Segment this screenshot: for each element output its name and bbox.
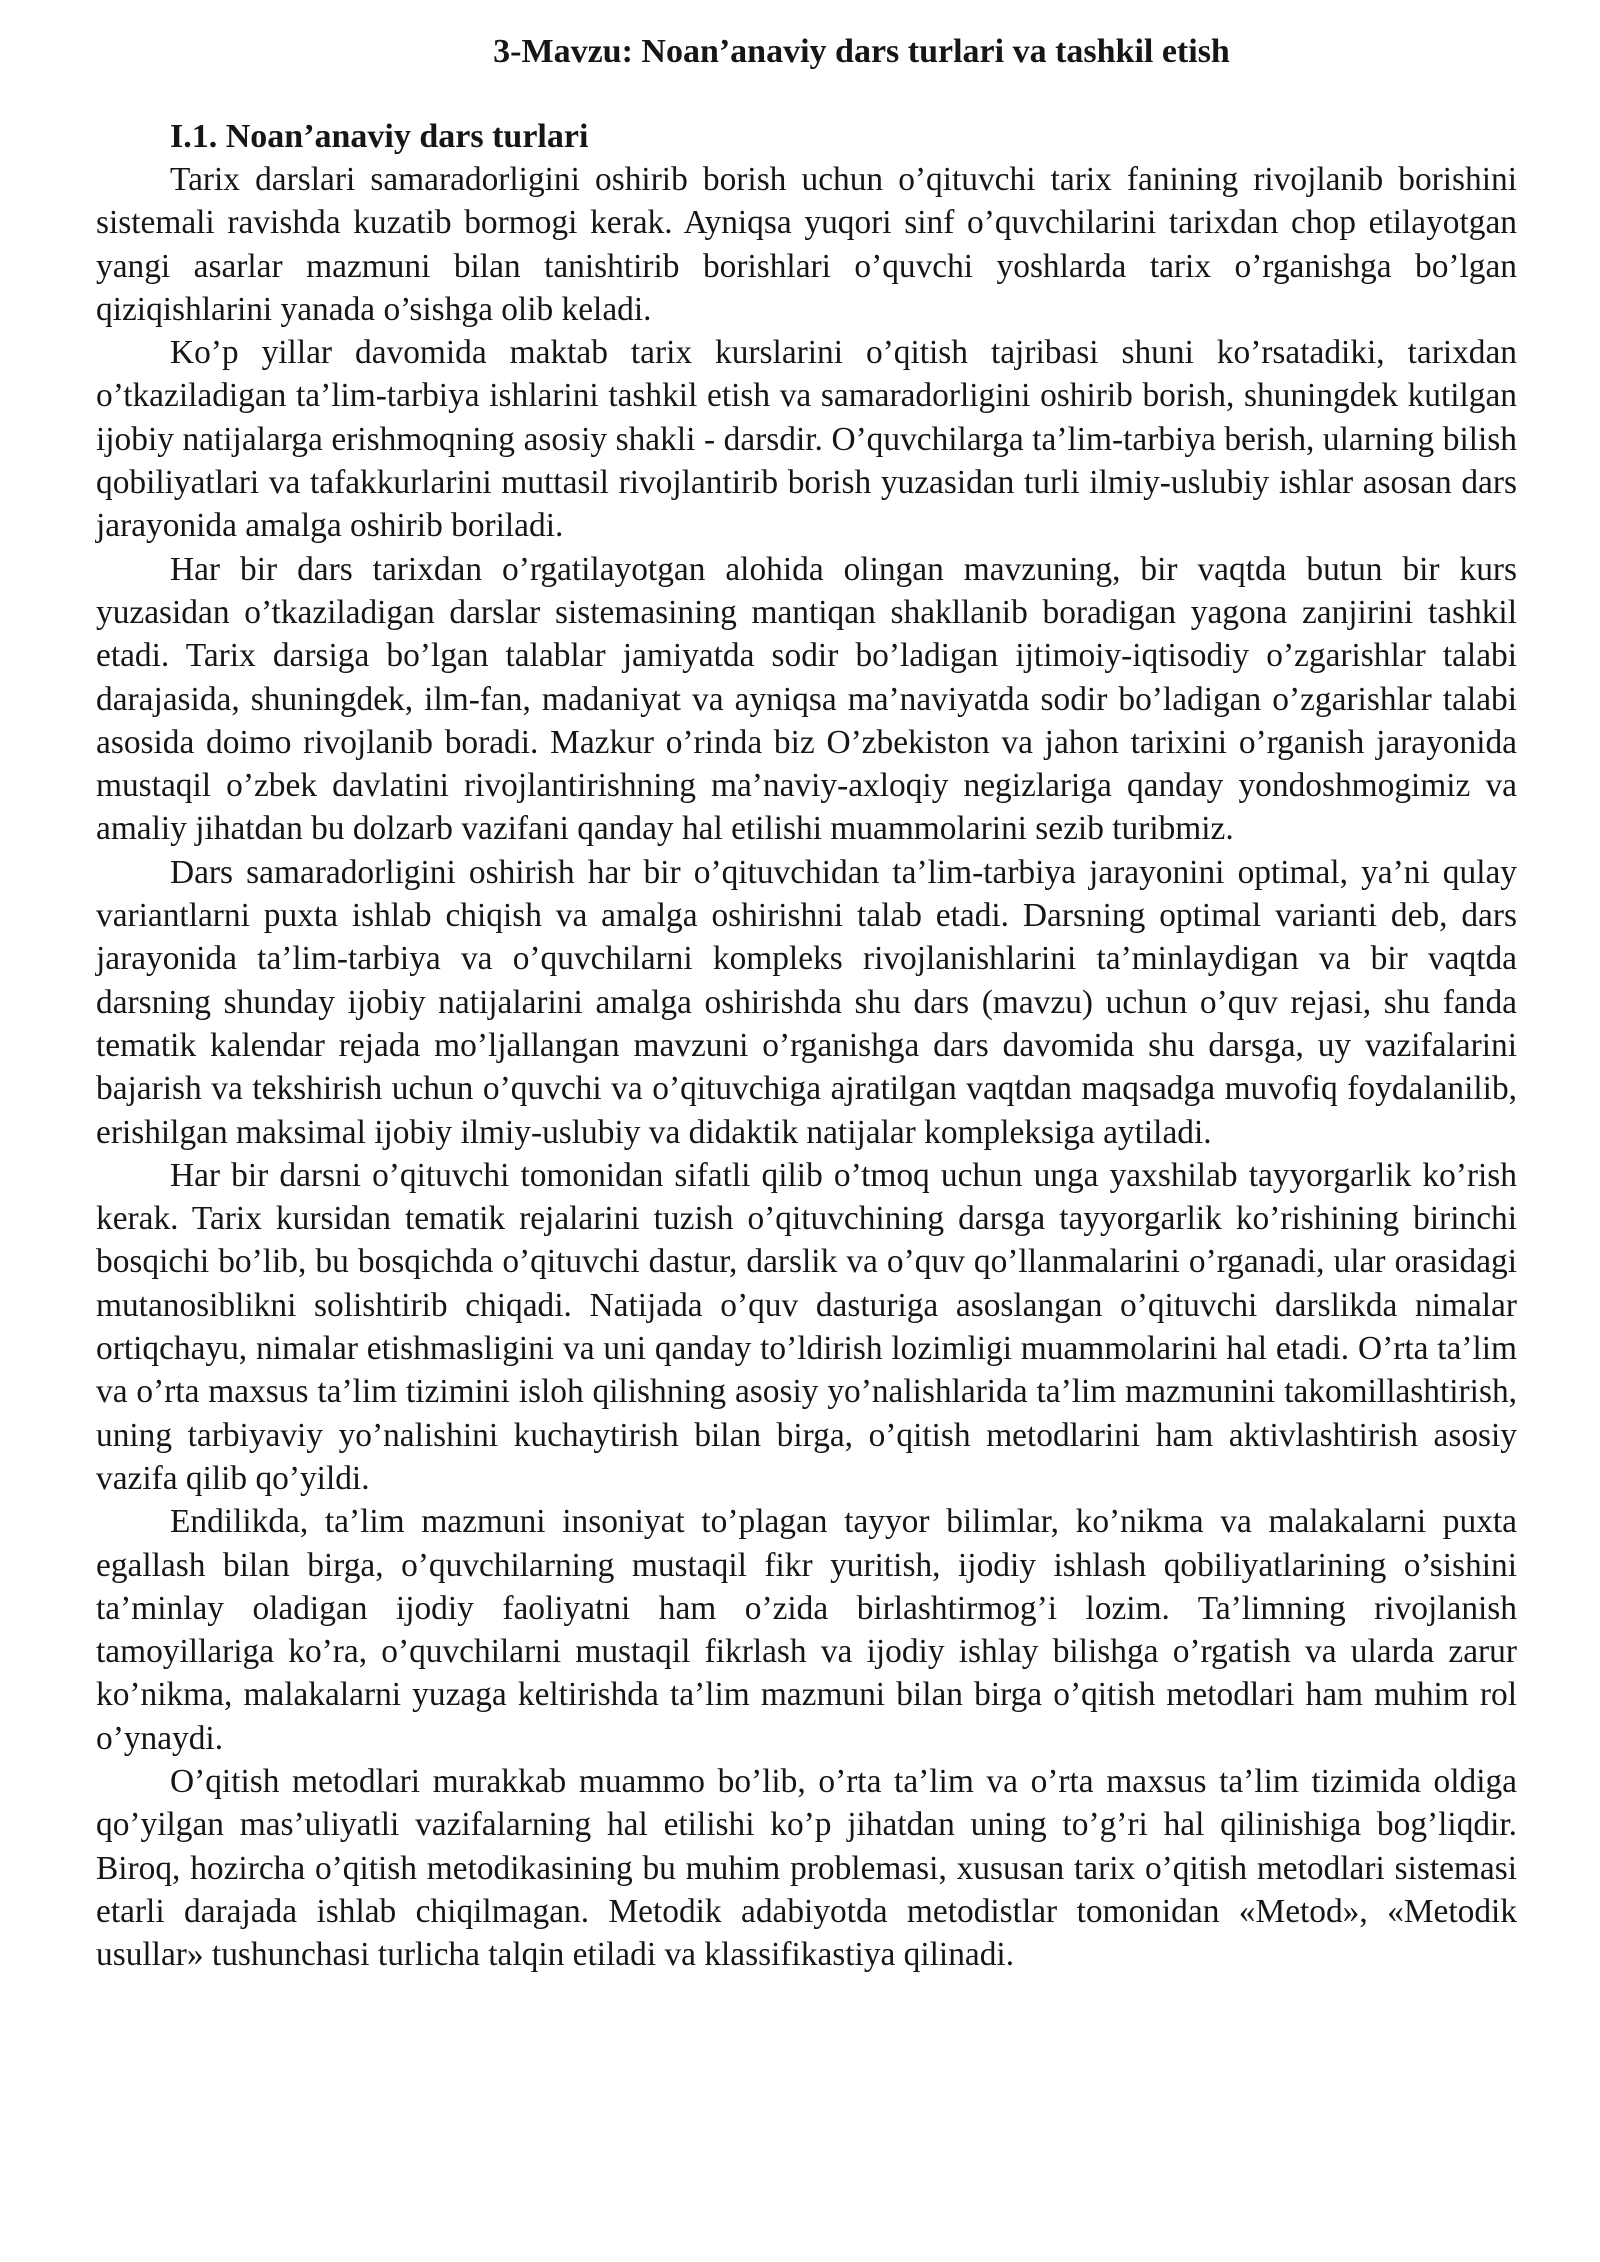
- section-heading: I.1. Noan’anaviy dars turlari: [170, 118, 589, 155]
- document-title: 3-Mavzu: Noan’anaviy dars turlari va tashkil etish: [493, 33, 1230, 70]
- paragraph: Har bir darsni o’qituvchi tomonidan sifatli qilib o’tmoq uchun unga yaxshilab tayyorgarlik ko’rish kerak. Tarix kursidan tematik rejalarini tuzish o’qituvchining darsga tayyorgarlik ko’rishining birinchi bosqichi bo’lib, bu bosqichda o’qituvchi dastur, darslik va o’quv qo’llanmalarini o’rganadi, ular orasidagi mutanosiblikni solishtirib chiqadi. Natijada o’quv dasturiga asoslangan o’qituvchi darslikda nimalar ortiqchayu, nimalar etishmasligini va uni qanday to’ldirish lozimligi muammolarini hal etadi. O’rta ta’lim va o’rta maxsus ta’lim tizimini isloh qilishning asosiy yo’nalishlarida ta’lim mazmunini takomillashtirish, uning tarbiyaviy yo’nalishini kuchaytirish bilan birga, o’qitish metodlarini ham aktivlashtirish asosiy vazifa qilib qo’yildi.: [96, 1156, 1517, 1497]
- paragraph: Dars samaradorligini oshirish har bir o’qituvchidan ta’lim-tarbiya jarayonini optimal, ya’ni qulay variantlarni puxta ishlab chiqish va amalga oshirishni talab etadi. Darsning optimal varianti deb, dars jarayonida ta’lim-tarbiya va o’quvchilarni kompleks rivojlanishlarini ta’minlaydigan va bir vaqtda darsning shunday ijobiy natijalarini amalga oshirishda shu dars (mavzu) uchun o’quv rejasi, shu fanda tematik kalendar rejada mo’ljallangan mavzuni o’rganishga dars davomida shu darsga, uy vazifalarini bajarish va tekshirish uchun o’quvchi va o’qituvchiga ajratilgan vaqtdan maqsadga muvofiq foydalanilib, erishilgan maksimal ijobiy ilmiy-uslubiy va didaktik natijalar kompleksiga aytiladi.: [96, 853, 1517, 1151]
- paragraph: Endilikda, ta’lim mazmuni insoniyat to’plagan tayyor bilimlar, ko’nikma va malakalarni puxta egallash bilan birga, o’quvchilarning mustaqil fikr yuritish, ijodiy ishlash qobiliyatlarining o’sishini ta’minlay oladigan ijodiy faoliyatni ham o’zida birlashtirmog’i lozim. Ta’limning rivojlanish tamoyillariga ko’ra, o’quvchilarni mustaqil fikrlash va ijodiy ishlay bilishga o’rgatish va ularda zarur ko’nikma, malakalarni yuzaga keltirishda ta’lim mazmuni bilan birga o’qitish metodlari ham muhim rol o’ynaydi.: [96, 1503, 1517, 1757]
- paragraph: Har bir dars tarixdan o’rgatilayotgan alohida olingan mavzuning, bir vaqtda butun bir kurs yuzasidan o’tkaziladigan darslar sistemasining mantiqan shakllanib boradigan yagona zanjirini tashkil etadi. Tarix darsiga bo’lgan talablar jamiyatda sodir bo’ladigan ijtimoiy-iqtisodiy o’zgarishlar talabi darajasida, shuningdek, ilm-fan, madaniyat va ayniqsa ma’naviyatda sodir bo’ladigan o’zgarishlar talabi asosida doimo rivojlanib boradi. Mazkur o’rinda biz O’zbekiston va jahon tarixini o’rganish jarayonida mustaqil o’zbek davlatini rivojlantirishning ma’naviy-axloqiy negizlariga qanday yondoshmogimiz va amaliy jihatdan bu dolzarb vazifani qanday hal etilishi muammolarini sezib turibmiz.: [96, 550, 1517, 848]
- document-page: [96, 30, 1517, 1976]
- paragraph: Ko’p yillar davomida maktab tarix kurslarini o’qitish tajribasi shuni ko’rsatadiki, tarixdan o’tkaziladigan ta’lim-tarbiya ishlarini tashkil etish va samaradorligini oshirib borish, shuningdek kutilgan ijobiy natijalarga erishmoqning asosiy shakli - darsdir. O’quvchilarga ta’lim-tarbiya berish, ularning bilish qobiliyatlari va tafakkurlarini muttasil rivojlantirib borish yuzasidan turli ilmiy-uslubiy ishlar asosan dars jarayonida amalga oshirib boriladi.: [96, 334, 1517, 545]
- paragraph: Tarix darslari samaradorligini oshirib borish uchun o’qituvchi tarix fanining rivojlanib borishini sistemali ravishda kuzatib bormogi kerak. Ayniqsa yuqori sinf o’quvchilarini tarixdan chop etilayotgan yangi asarlar mazmuni bilan tanishtirib borishlari o’quvchi yoshlarda tarix o’rganishga bo’lgan qiziqishlarini yanada o’sishga olib keladi.: [96, 161, 1517, 328]
- paragraph: O’qitish metodlari murakkab muammo bo’lib, o’rta ta’lim va o’rta maxsus ta’lim tizimida oldiga qo’yilgan mas’uliyatli vazifalarning hal etilishi ko’p jihatdan uning to’g’ri hal qilinishiga bog’liqdir. Biroq, hozircha o’qitish metodikasining bu muhim problemasi, xususan tarix o’qitish metodlari sistemasi etarli darajada ishlab chiqilmagan. Metodik adabiyotda metodistlar tomonidan «Metod», «Metodik usullar» tushunchasi turlicha talqin etiladi va klassifikastiya qilinadi.: [96, 1762, 1517, 1974]
